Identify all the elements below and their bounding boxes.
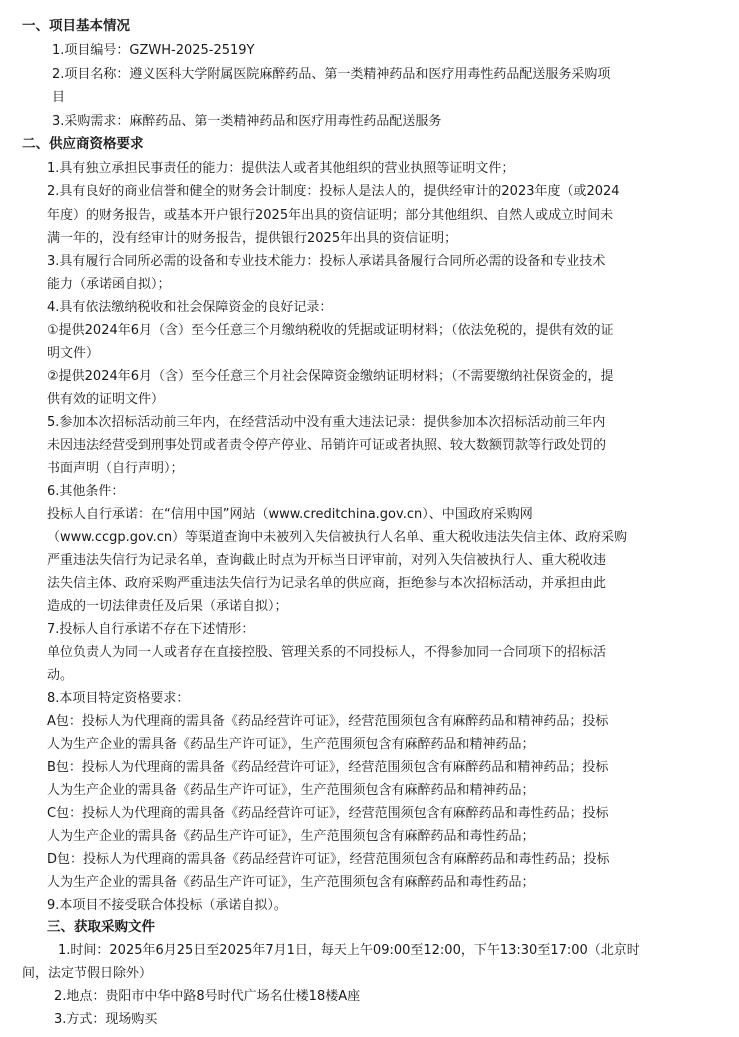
section-heading-obtain-documents: 三、获取采购文件 xyxy=(47,919,155,935)
qualification-line: 人为生产企业的需具备《药品生产许可证》，生产范围须包含有麻醉药品和精神药品； xyxy=(47,783,535,798)
qualification-line: 7.投标人自行承诺不存在下述情形： xyxy=(47,622,255,637)
qualification-line: A包：投标人为代理商的需具备《药品经营许可证》，经营范围须包含有麻醉药品和精神药品；投标 xyxy=(47,714,609,729)
project-name-line2: 目 xyxy=(52,90,66,105)
qualification-line: 未因违法经营受到刑事处罚或者责令停产停业、吊销许可证或者执照、较大数额罚款等行政处罚的 xyxy=(47,438,607,453)
section-heading-project-info: 一、项目基本情况 xyxy=(22,18,130,34)
qualification-line: 年度）的财务报告，或基本开户银行2025年出具的资信证明；部分其他组织、自然人或成立时间未 xyxy=(47,208,614,223)
qualification-line: 造成的一切法律责任及后果（承诺自拟）； xyxy=(47,599,288,614)
qualification-line: （www.ccgp.gov.cn）等渠道查询中未被列入失信被执行人名单、重大税收违法失信主体、政府采购 xyxy=(47,530,628,545)
obtain-place: 2.地点：贵阳市中华中路8号时代广场名仕楼18楼A座 xyxy=(54,989,361,1004)
qualification-line: 4.具有依法缴纳税收和社会保障资金的良好记录： xyxy=(47,300,333,315)
obtain-time-line1: 1.时间：2025年6月25日至2025年7月1日，每天上午09:00至12:00，下午13:30至17:00（北京时 xyxy=(58,943,640,958)
qualification-line: 人为生产企业的需具备《药品生产许可证》，生产范围须包含有麻醉药品和毒性药品； xyxy=(47,875,535,890)
qualification-line: 动。 xyxy=(47,668,74,683)
qualification-line: 严重违法失信行为记录名单，查询截止时点为开标当日评审前，对列入失信被执行人、重大税收违 xyxy=(47,553,607,568)
qualification-line: 2.具有良好的商业信誉和健全的财务会计制度：投标人是法人的，提供经审计的2023年度（或2024 xyxy=(47,184,620,199)
qualification-line: 3.具有履行合同所必需的设备和专业技术能力：投标人承诺具备履行合同所必需的设备和专业技术 xyxy=(47,254,606,269)
qualification-line: 8.本项目特定资格要求： xyxy=(47,691,190,706)
qualification-line: 能力（承诺函自拟）； xyxy=(47,277,171,292)
qualification-line: 单位负责人为同一人或者存在直接控股、管理关系的不同投标人，不得参加同一合同项下的招标活 xyxy=(47,645,607,660)
qualification-line: 满一年的，没有经审计的财务报告，提供银行2025年出具的资信证明； xyxy=(47,231,458,246)
qualification-line: 1.具有独立承担民事责任的能力：提供法人或者其他组织的营业执照等证明文件； xyxy=(47,161,515,176)
qualification-line: D包：投标人为代理商的需具备《药品经营许可证》，经营范围须包含有麻醉药品和毒性药品；投标 xyxy=(47,852,610,867)
procurement-requirement: 3.采购需求：麻醉药品、第一类精神药品和医疗用毒性药品配送服务 xyxy=(52,114,442,129)
qualification-line: 人为生产企业的需具备《药品生产许可证》，生产范围须包含有麻醉药品和精神药品； xyxy=(47,737,535,752)
obtain-method: 3.方式：现场购买 xyxy=(54,1012,158,1027)
project-number: 1.项目编号：GZWH-2025-2519Y xyxy=(52,43,255,58)
qualification-line: 法失信主体、政府采购严重违法失信行为记录名单的供应商，拒绝参与本次招标活动，并承担由此 xyxy=(47,576,607,591)
obtain-time-line2: 间，法定节假日除外） xyxy=(22,966,153,981)
qualification-line: C包：投标人为代理商的需具备《药品经营许可证》，经营范围须包含有麻醉药品和毒性药品；投标 xyxy=(47,806,609,821)
qualification-line: ②提供2024年6月（含）至今任意三个月社会保障资金缴纳证明材料；（不需要缴纳社保资金的，提 xyxy=(47,369,614,384)
section-heading-supplier-qualification: 二、供应商资格要求 xyxy=(22,136,144,152)
qualification-line: B包：投标人为代理商的需具备《药品经营许可证》，经营范围须包含有麻醉药品和精神药品；投标 xyxy=(47,760,609,775)
qualification-line: 5.参加本次招标活动前三年内，在经营活动中没有重大违法记录：提供参加本次招标活动前三年内 xyxy=(47,415,606,430)
qualification-line: ①提供2024年6月（含）至今任意三个月缴纳税收的凭据或证明材料；（依法免税的，提供有效的证 xyxy=(47,323,614,338)
qualification-line: 书面声明（自行声明）； xyxy=(47,461,184,476)
qualification-line: 明文件） xyxy=(47,346,100,361)
qualification-line: 投标人自行承诺：在“信用中国”网站（www.creditchina.gov.cn）、中国政府采购网 xyxy=(47,507,533,522)
qualification-line: 6.其他条件： xyxy=(47,484,125,499)
qualification-line: 人为生产企业的需具备《药品生产许可证》，生产范围须包含有麻醉药品和毒性药品； xyxy=(47,829,535,844)
project-name-line1: 2.项目名称：遵义医科大学附属医院麻醉药品、第一类精神药品和医疗用毒性药品配送服务采购项 xyxy=(52,67,611,82)
qualification-line: 供有效的证明文件） xyxy=(47,392,165,407)
qualification-line: 9.本项目不接受联合体投标（承诺自拟）。 xyxy=(47,898,287,913)
